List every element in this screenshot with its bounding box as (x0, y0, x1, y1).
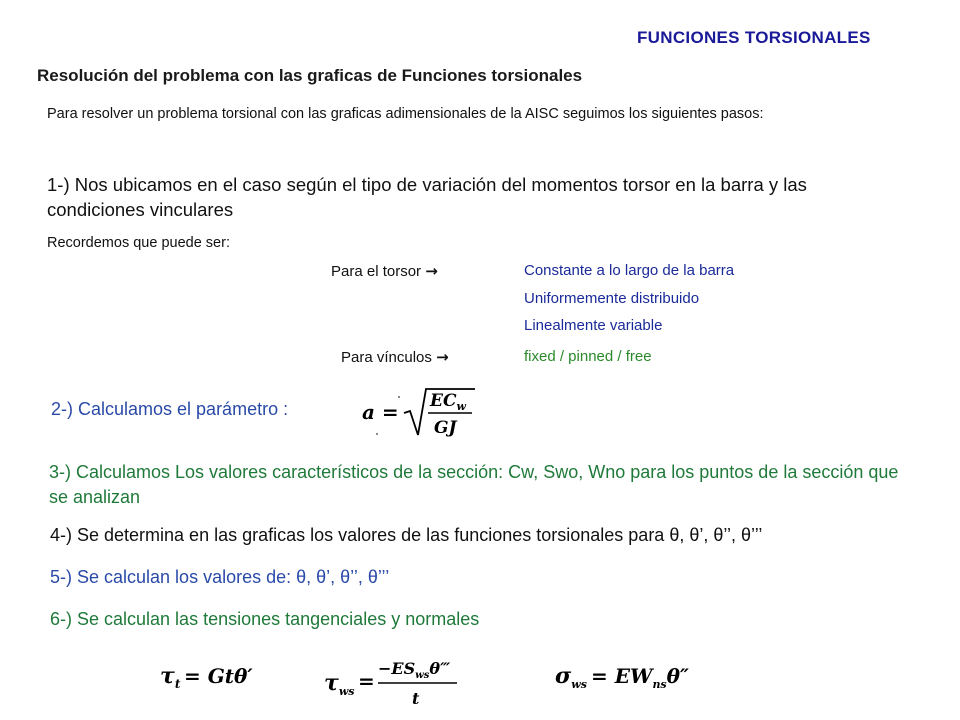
page-title: FUNCIONES TORSIONALES (637, 28, 871, 47)
torsor-label-text: Para el torsor (331, 263, 422, 280)
step-4: 4-) Se determina en las graficas los valores de las funciones torsionales para θ, θ’, θ’’, θ’’’ (50, 525, 763, 545)
artifact-dot (398, 396, 400, 398)
step-3: 3-) Calculamos Los valores característicos de la sección: Cw, Swo, Wno para los puntos de la sección que se analizan (49, 462, 899, 507)
vinculos-value: fixed / pinned / free (524, 348, 652, 365)
recordemos-label: Recordemos que puede ser: (47, 235, 230, 251)
vinculos-label (341, 348, 449, 366)
formula-a (360, 383, 480, 441)
torsor-option-constant: Constante a lo largo de la barra (524, 262, 735, 279)
formula-tau-ws-lhs: $\tau_{ws}$ (324, 670, 355, 698)
formula-tau-ws-den: t (412, 689, 420, 708)
step-2: 2-) Calculamos el parámetro : (51, 399, 289, 419)
formula-tau-t-rhs: = Gtθ′ (184, 664, 253, 688)
step-6: 6-) Se calculan las tensiones tangenciales y normales (50, 609, 480, 629)
formula-tau-ws (322, 650, 462, 712)
formula-tau-t-lhs: $\tau_t$ (160, 663, 181, 691)
torsor-label (331, 262, 438, 280)
formula-a-num: $EC_w$ (430, 391, 466, 413)
arrow-right-icon: → (425, 262, 438, 280)
artifact-dot (376, 433, 378, 435)
formula-tau-ws-num: $-ES_{ws}\theta‴$ (378, 659, 451, 681)
torsor-option-linear: Linealmente variable (524, 317, 663, 334)
formula-sigma-ws-lhs: $\sigma_{ws}$ (555, 663, 587, 691)
formula-sigma-ws (553, 657, 703, 697)
torsor-option-uniform: Uniformemente distribuido (524, 290, 700, 307)
arrow-right-icon: → (436, 348, 449, 366)
formula-tau-t (158, 657, 268, 697)
formula-a-lhs: a = (362, 400, 399, 424)
section-subtitle: Resolución del problema con las graficas de Funciones torsionales (37, 66, 583, 85)
formula-a-den: GJ (434, 418, 457, 438)
step-5: 5-) Se calculan los valores de: θ, θ’, θ’’, θ’’’ (50, 567, 390, 587)
intro-paragraph: Para resolver un problema torsional con las graficas adimensionales de la AISC seguimos los siguientes pasos: (47, 106, 764, 122)
formula-sigma-ws-rhs: = $EW_{ns}\theta''$ (591, 664, 689, 691)
step-1: 1-) Nos ubicamos en el caso según el tipo de variación del momentos torsor en la barra y las condiciones vinculares (47, 174, 807, 220)
vinculos-label-text: Para vínculos (341, 349, 432, 366)
formula-tau-ws-eq: = (358, 669, 375, 693)
